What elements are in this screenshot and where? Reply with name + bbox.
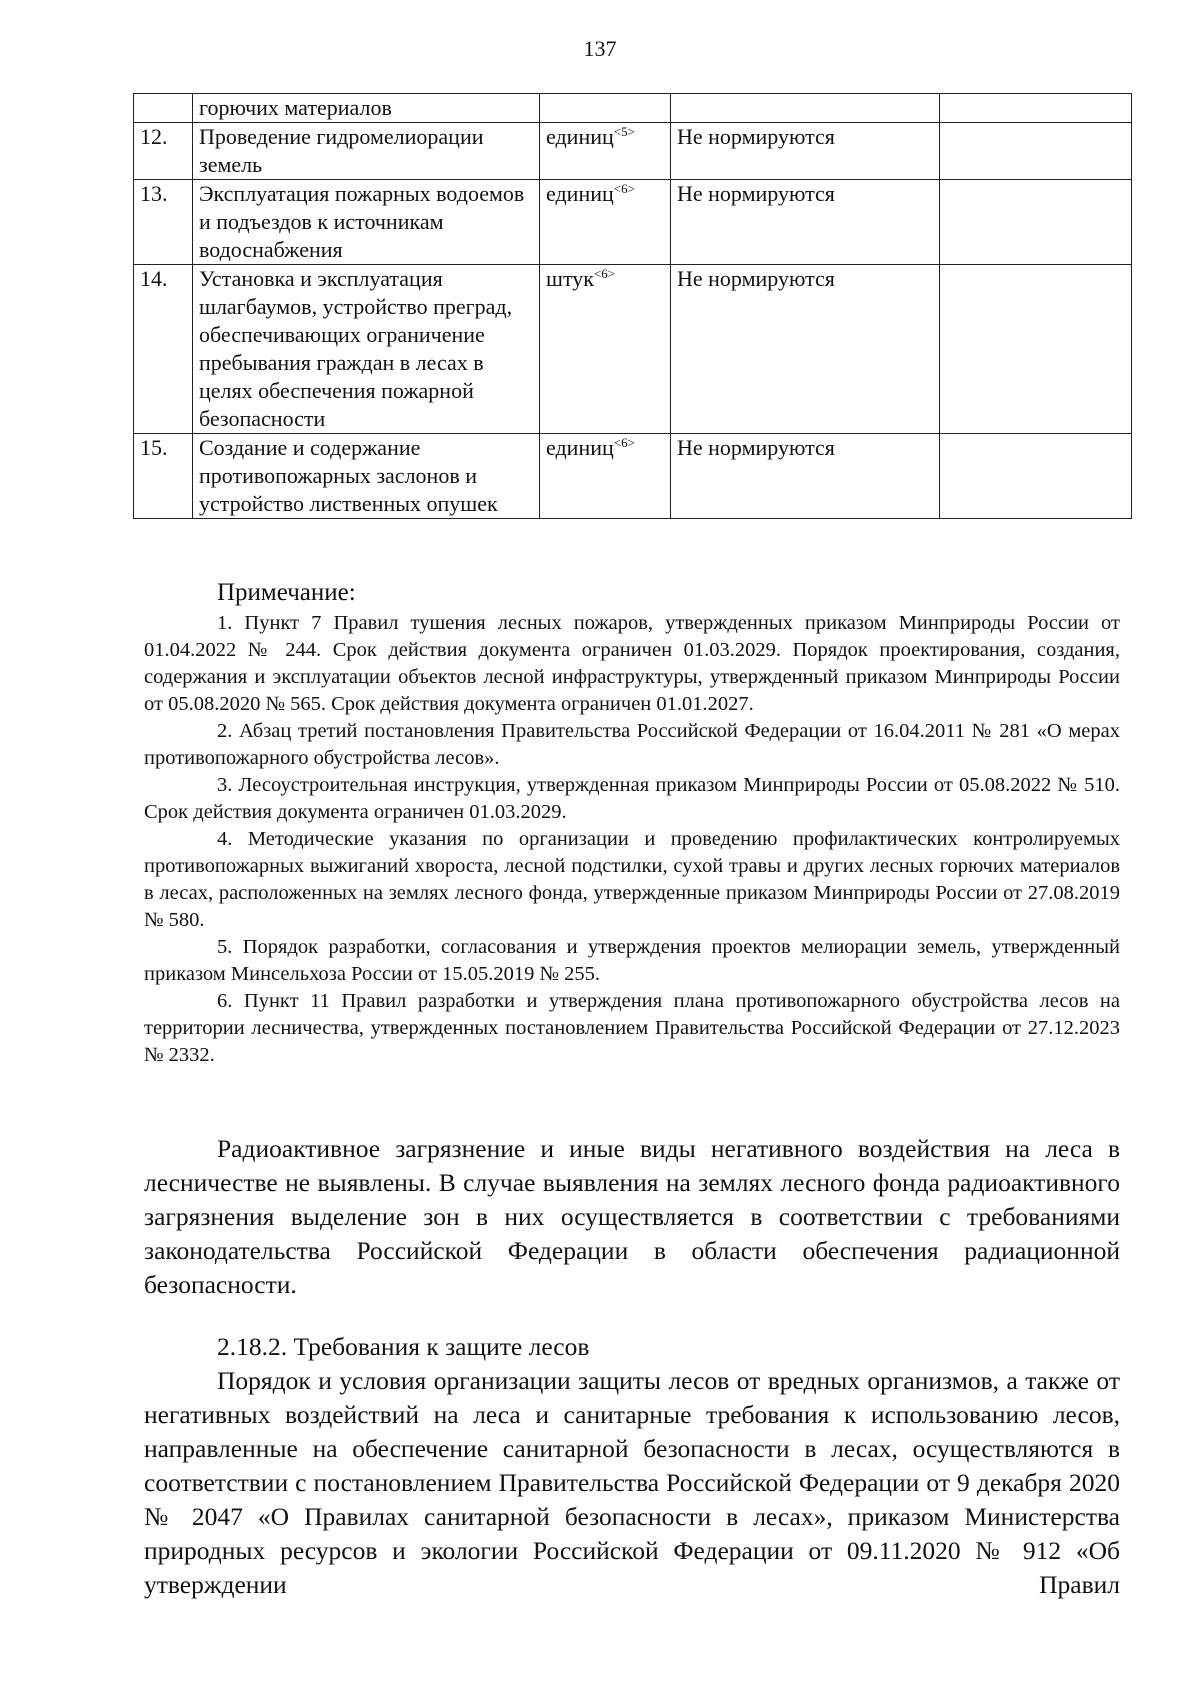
table-row bbox=[134, 180, 1132, 265]
unit-cell bbox=[540, 180, 671, 265]
unit-text: единиц bbox=[546, 181, 614, 206]
row-number: 12. bbox=[134, 123, 193, 180]
radioactive-paragraph: Радиоактивное загрязнение и иные виды негативного воздействия на леса в лесничестве не выявлены. В случае выявления на землях лесного фонда радиоактивного загрязнения выделение зон в них осуществляется в соответствии с требованиями законодательства Российской Федерации в области обеспечения радиационной безопасности. bbox=[144, 1134, 1120, 1299]
notes-title: Примечание: bbox=[217, 579, 356, 606]
unit-text: штук bbox=[546, 266, 594, 291]
extra-cell bbox=[940, 265, 1132, 434]
page-number: 137 bbox=[583, 36, 617, 61]
measures-table bbox=[133, 93, 1132, 519]
extra-cell bbox=[940, 94, 1132, 123]
footnote-ref: <5> bbox=[613, 124, 635, 139]
notes-section bbox=[144, 577, 1120, 1069]
unit-cell bbox=[540, 94, 671, 123]
note-item: 3. Лесоустроительная инструкция, утвержденная приказом Минприроды России от 05.08.2022 № 510. Срок действия документа ограничен 01.03.2029. bbox=[144, 774, 1120, 823]
measure-name: горючих материалов bbox=[193, 94, 540, 123]
unit-text: единиц bbox=[546, 435, 614, 460]
table-row bbox=[134, 123, 1132, 180]
row-number: 15. bbox=[134, 434, 193, 519]
unit-text: единиц bbox=[546, 124, 614, 149]
footnote-ref: <6> bbox=[613, 435, 635, 450]
table-row bbox=[134, 94, 1132, 123]
note-item: 5. Порядок разработки, согласования и утверждения проектов мелиорации земель, утвержденный приказом Минсельхоза России от 15.05.2019 № 255. bbox=[144, 936, 1120, 985]
row-number bbox=[134, 94, 193, 123]
unit-cell bbox=[540, 123, 671, 180]
note-item: 1. Пункт 7 Правил тушения лесных пожаров, утвержденных приказом Минприроды России от 01.04.2022 № 244. Срок действия документа ограничен 01.03.2029. Порядок проектирования, создания, содержания и эксплуатации объектов лесной инфраструктуры, утвержденный приказом Минприроды России от 05.08.2020 № 565. Срок действия документа ограничен 01.01.2027. bbox=[144, 612, 1120, 715]
measure-name: Эксплуатация пожарных водоемов и подъездов к источникам водоснабжения bbox=[193, 180, 540, 265]
measure-name: Создание и содержание противопожарных заслонов и устройство лиственных опушек bbox=[193, 434, 540, 519]
unit-cell bbox=[540, 265, 671, 434]
row-number: 14. bbox=[134, 265, 193, 434]
footnote-ref: <6> bbox=[613, 181, 635, 196]
table-row bbox=[134, 434, 1132, 519]
norm-cell: Не нормируются bbox=[671, 434, 940, 519]
extra-cell bbox=[940, 434, 1132, 519]
note-item: 2. Абзац третий постановления Правительства Российской Федерации от 16.04.2011 № 281 «О мерах противопожарного обустройства лесов». bbox=[144, 720, 1120, 769]
norm-cell: Не нормируются bbox=[671, 265, 940, 434]
note-item: 4. Методические указания по организации и проведению профилактических контролируемых противопожарных выжиганий хвороста, лесной подстилки, сухой травы и других лесных горючих материалов в лесах, расположенных на землях лесного фонда, утвержденные приказом Минприроды России от 27.08.2019 № 580. bbox=[144, 828, 1120, 931]
measure-name: Установка и эксплуатация шлагбаумов, устройство преград, обеспечивающих ограничение пребывания граждан в лесах в целях обеспечения пожарной безопасности bbox=[193, 265, 540, 434]
measure-name: Проведение гидромелиорации земель bbox=[193, 123, 540, 180]
extra-cell bbox=[940, 180, 1132, 265]
note-item: 6. Пункт 11 Правил разработки и утверждения плана противопожарного обустройства лесов на территории лесничества, утвержденных постановлением Правительства Российской Федерации от 27.12.2023 № 2332. bbox=[144, 990, 1120, 1066]
norm-cell: Не нормируются bbox=[671, 123, 940, 180]
footnote-ref: <6> bbox=[593, 266, 616, 281]
norm-cell: Не нормируются bbox=[671, 180, 940, 265]
table-row bbox=[134, 265, 1132, 434]
unit-cell bbox=[540, 434, 671, 519]
section-heading: 2.18.2. Требования к защите лесов bbox=[217, 1332, 590, 1361]
norm-cell bbox=[671, 94, 940, 123]
row-number: 13. bbox=[134, 180, 193, 265]
extra-cell bbox=[940, 123, 1132, 180]
forest-protection-paragraph: Порядок и условия организации защиты лесов от вредных организмов, а также от негативных воздействий на леса и санитарные требования к использованию лесов, направленные на обеспечение санитарной безопасности в лесах, осуществляются в соответствии с постановлением Правительства Российской Федерации от 9 декабря 2020 № 2047 «О Правилах санитарной безопасности в лесах», приказом Министерства природных ресурсов и экологии Российской Федерации от 09.11.2020 № 912 «Об утверждении Правил bbox=[144, 1366, 1120, 1599]
